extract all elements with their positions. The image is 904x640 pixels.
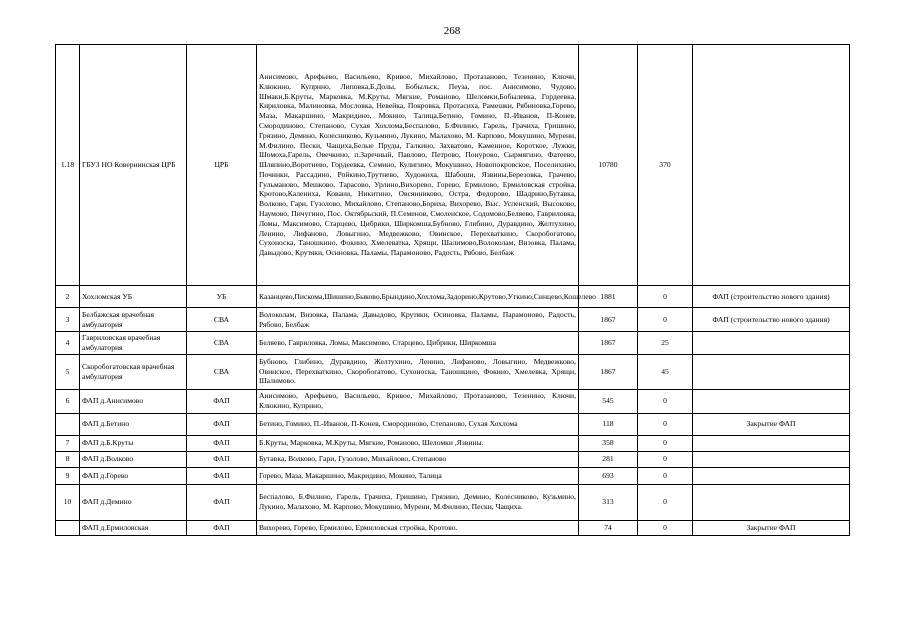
note-cell: [693, 467, 850, 484]
note-cell: [693, 354, 850, 389]
table-row: [56, 45, 850, 286]
row-number-cell: [56, 413, 80, 435]
population-cell: 545: [579, 389, 638, 413]
population-cell: 281: [579, 451, 638, 467]
villages-cell: Горево, Маза, Макаршино, Макридино, Мокино, Талица: [257, 467, 579, 484]
second-value-cell: 25: [638, 332, 693, 355]
villages-cell: Анисимово, Арефьево, Васильево, Кривое, Михайлово, Протазаново, Тезенино, Ключи, Клюкино, Куприно, Липовка,Б.Долы, Бобыльск, Пеуза, пос. Анисимово, Чудово, Шмаки,Б.Круты, Марковка, М.Круты, Мягкие, Романово, Шеломки,Бобылевка, Гордеевка, Кириловка, Малиновка, Мословка, Невейка, Покровка, Протасиха, Рамешки, Рябиновка,Горево, Маза, Макаршино, Макридино, Мокино, Талица,Бетино, Гомино, П.-Иванов, П-Конев, Смородиново, Степаново, Сухая Хохлома,Беспалово, Б.Филино, Гарель, Грачиха, Гришино, Грязино, Демино, Колесниково, Кузьмино, Лукино, Малахово, М. Карпово, Мокушино, Мурени, М.Филино, Пески, Чащиха,Белые Пруды, Галкино, Захватово, Каменное, Короткое, Лужки, Шомоха,Гарель, Овечкино, п.Заречный, Павлово, Петрово, Понурово, Сырмягино, Фатеево, Шляпино,Воротнево, Гордеевка, Семино, Кулигино, Мокушино, Новопокровское, Поселихино, Починки, Рассадино, Ройкино,Трутнево, Художиха, Шабоши, Язвины,Березовка, Грачево, Гульманово, Мешково, Тарасово, Урлино,Вихорево, Горево, Ермилово, Ермиловская стройка, Кротово,Калениха, Ковани, Никитино, Овсянниково, Остра, Федорово, Шадрино,Бутавка, Волково, Гари, Гузолово, Михайлово, Степаново,Бориха, Вихорево, Выс. Успенский, Высоково, Наумово, Пичугино, Пос. Октябрьский, П.Семенов, Смоленское, Содомово,Беляево, Гавриловка, Ломы, Максимово, Старцево, Цибрики, Ширкомша,Бубново, Глибино, Дуравдино, Желтухино, Ленино, Лифаново, Ловыгино, Медвежково, Овинское, Перехваткино, Скоробогатово, Сухоноска, Таношкино, Фокино, Хмелеватка, Хрящи, Шалимово,Волоколам, Визовка, Палама, Давыдово, Крутяки, Осиновка, Паламы, Парамоново, Радость, Рябово, Белбаж: [257, 45, 579, 286]
row-number-cell: 10: [56, 484, 80, 520]
facility-type-cell: ФАП: [187, 435, 257, 451]
note-cell: [693, 484, 850, 520]
population-cell: 1881: [579, 286, 638, 308]
population-cell: 74: [579, 520, 638, 535]
note-cell: ФАП (строительство нового здания): [693, 308, 850, 332]
villages-cell: Б.Круты, Марковка, М.Круты, Мягкие, Романово, Шеломки ,Язвины.: [257, 435, 579, 451]
table-row: [56, 308, 850, 332]
facility-type-cell: ЦРБ: [187, 45, 257, 286]
population-cell: 693: [579, 467, 638, 484]
row-number-cell: 7: [56, 435, 80, 451]
facility-name-cell: Хохломская УБ: [80, 286, 187, 308]
facility-name-cell: ФАП д.Анисимово: [80, 389, 187, 413]
table-row: [56, 451, 850, 467]
facility-type-cell: СВА: [187, 354, 257, 389]
population-cell: 313: [579, 484, 638, 520]
villages-cell: Вихорево, Горево, Ермилово, Ермиловская стройка, Кротово.: [257, 520, 579, 535]
row-number-cell: [56, 520, 80, 535]
row-number-cell: 2: [56, 286, 80, 308]
row-number-cell: 9: [56, 467, 80, 484]
second-value-cell: 0: [638, 389, 693, 413]
villages-cell: Волоколам, Визовка, Палама, Давыдово, Крутяки, Осиновка, Паламы, Парамоново, Радость, Рябово, Белбаж: [257, 308, 579, 332]
row-number-cell: 1.18: [56, 45, 80, 286]
table-row: [56, 286, 850, 308]
facility-type-cell: ФАП: [187, 389, 257, 413]
second-value-cell: 45: [638, 354, 693, 389]
table-row: [56, 413, 850, 435]
villages-cell: Казанцево,Пискома,Шишино,Быково,Брындино,Хохлома,Задорино,Крутово,Уткино,Синцево,Кошелево: [257, 286, 579, 308]
facility-name-cell: ФАП д.Волково: [80, 451, 187, 467]
note-cell: [693, 389, 850, 413]
facility-name-cell: ФАП д.Горево: [80, 467, 187, 484]
facility-name-cell: Гавриловская врачебная амбулатория: [80, 332, 187, 355]
population-cell: 10780: [579, 45, 638, 286]
population-cell: 1867: [579, 354, 638, 389]
villages-cell: Бетино, Гомино, П.-Иванов, П-Конев, Смородиново, Степаново, Сухая Хохлома: [257, 413, 579, 435]
facility-type-cell: ФАП: [187, 451, 257, 467]
table-row: [56, 332, 850, 355]
note-cell: Закрытие ФАП: [693, 413, 850, 435]
note-cell: [693, 332, 850, 355]
villages-cell: Беляево, Гавриловка, Ломы, Максимово, Старцево, Цибрики, Ширкомша: [257, 332, 579, 355]
facility-name-cell: Белбажская врачебная амбулатория: [80, 308, 187, 332]
second-value-cell: 0: [638, 451, 693, 467]
note-cell: ФАП (строительство нового здания): [693, 286, 850, 308]
row-number-cell: 8: [56, 451, 80, 467]
facility-name-cell: ФАП д.Демино: [80, 484, 187, 520]
facilities-table: [55, 44, 850, 536]
facility-type-cell: СВА: [187, 332, 257, 355]
second-value-cell: 0: [638, 286, 693, 308]
row-number-cell: 5: [56, 354, 80, 389]
second-value-cell: 0: [638, 413, 693, 435]
population-cell: 358: [579, 435, 638, 451]
second-value-cell: 0: [638, 308, 693, 332]
population-cell: 1867: [579, 308, 638, 332]
facility-type-cell: ФАП: [187, 520, 257, 535]
facility-type-cell: УБ: [187, 286, 257, 308]
villages-cell: Беспалово, Б.Филино, Гарель, Грачиха, Гришино, Грязино, Демино, Колесниково, Кузьмино, Лукино, Малахово, М. Карпово, Мокушино, Мурени, М.Филино, Пески, Чащиха.: [257, 484, 579, 520]
note-cell: [693, 435, 850, 451]
table-row: [56, 354, 850, 389]
second-value-cell: 0: [638, 467, 693, 484]
villages-cell: Бубново, Глибино, Дуравдино, Желтухино, Ленино, Лифаново, Ловыгино, Медвежково, Овинское, Перехваткино, Скоробогатово, Сухоноска, Таношкино, Фокино, Хмелевка, Хрящи, Шалимово.: [257, 354, 579, 389]
facility-type-cell: СВА: [187, 308, 257, 332]
population-cell: 1867: [579, 332, 638, 355]
villages-cell: Бутавка, Волково, Гари, Гузолово, Михайлово, Степаново: [257, 451, 579, 467]
table-row: [56, 467, 850, 484]
facility-name-cell: Скоробогатовская врачебная амбулатория: [80, 354, 187, 389]
second-value-cell: 0: [638, 435, 693, 451]
facility-name-cell: ФАП д.Б.Круты: [80, 435, 187, 451]
table-row: [56, 520, 850, 535]
note-cell: [693, 451, 850, 467]
table-row: [56, 484, 850, 520]
facility-name-cell: ФАП д.Ермиловская: [80, 520, 187, 535]
note-cell: [693, 45, 850, 286]
facility-type-cell: ФАП: [187, 467, 257, 484]
table-row: [56, 389, 850, 413]
second-value-cell: 370: [638, 45, 693, 286]
page-number: 268: [443, 25, 461, 37]
second-value-cell: 0: [638, 484, 693, 520]
note-cell: Закрытие ФАП: [693, 520, 850, 535]
row-number-cell: 6: [56, 389, 80, 413]
population-cell: 118: [579, 413, 638, 435]
facility-name-cell: ГБУЗ НО Ковернинская ЦРБ: [80, 45, 187, 286]
row-number-cell: 4: [56, 332, 80, 355]
facility-name-cell: ФАП д.Бетино: [80, 413, 187, 435]
row-number-cell: 3: [56, 308, 80, 332]
second-value-cell: 0: [638, 520, 693, 535]
table-row: [56, 435, 850, 451]
facility-type-cell: ФАП: [187, 413, 257, 435]
villages-cell: Анисимово, Арефьево, Васильево, Кривое, Михайлово, Протазаново, Тезенино, Ключи, Клюкино, Куприно,: [257, 389, 579, 413]
facility-type-cell: ФАП: [187, 484, 257, 520]
